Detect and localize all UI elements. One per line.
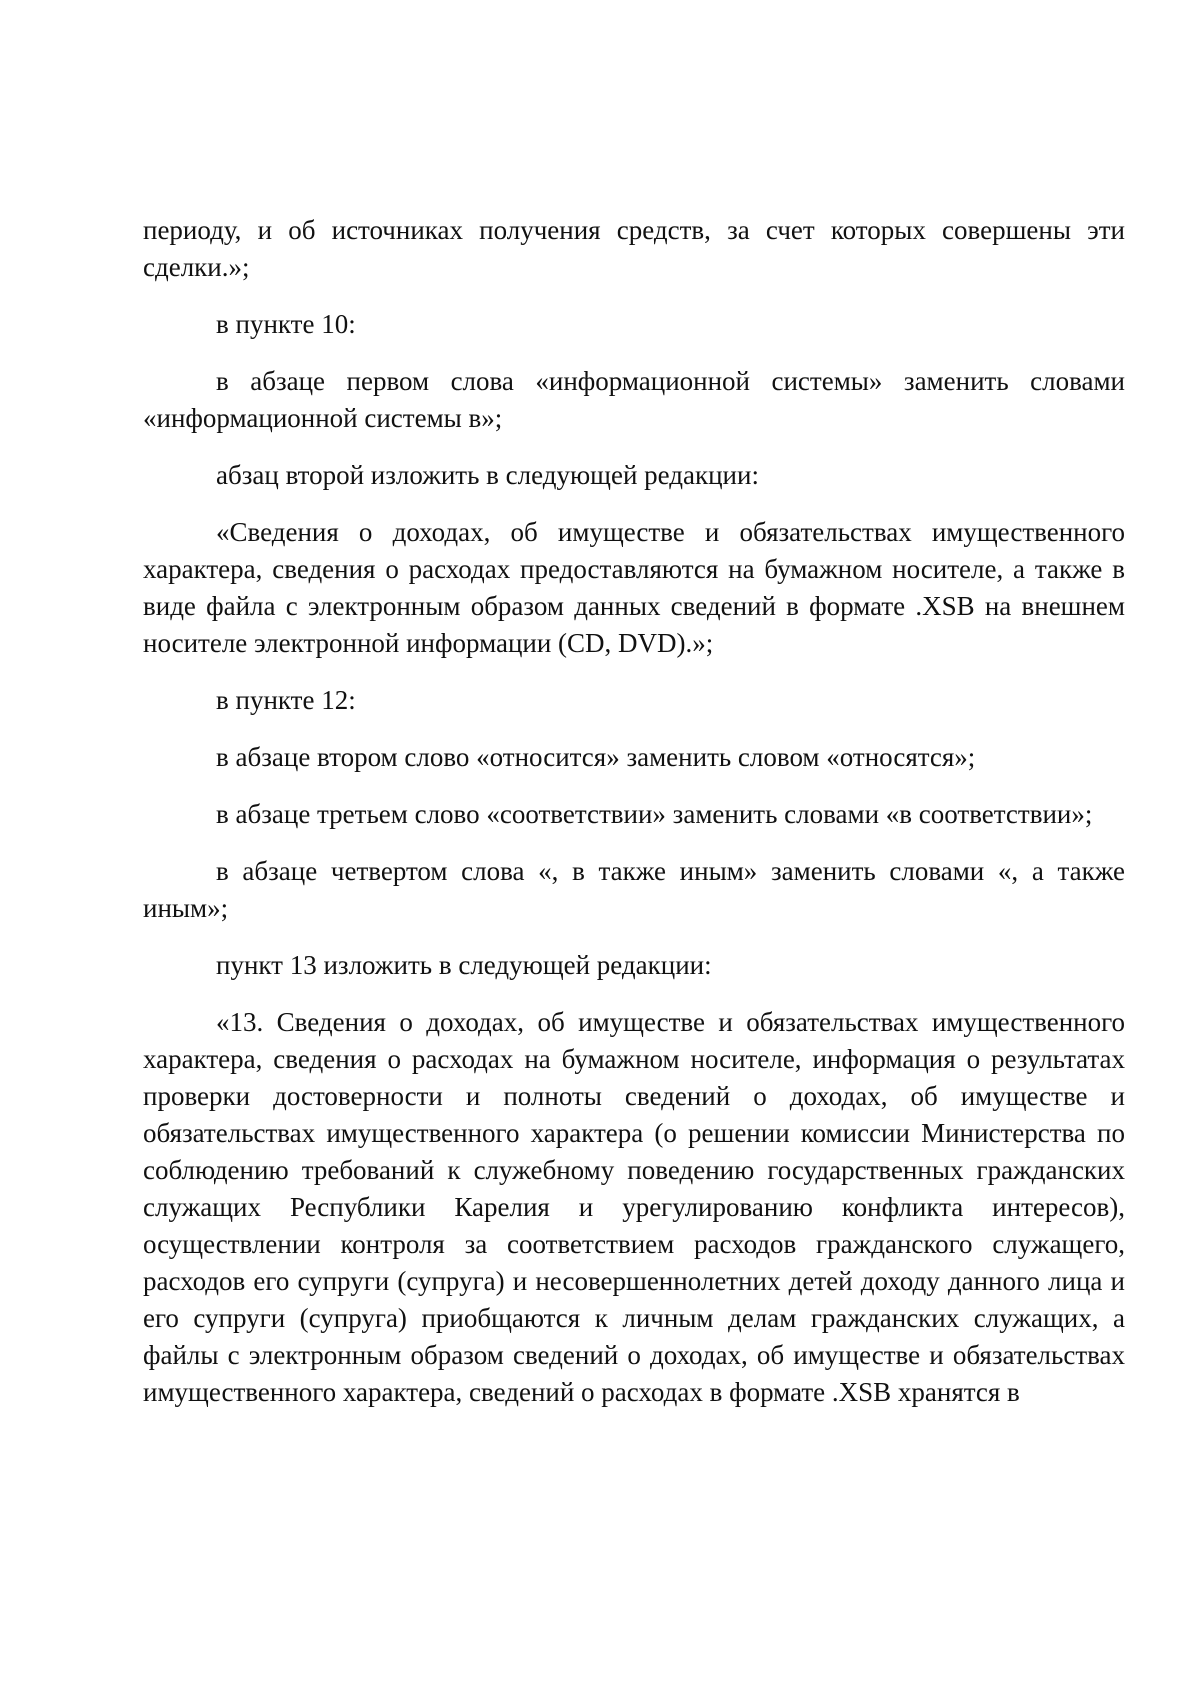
paragraph-item-10-second-abzac: абзац второй изложить в следующей редакции: [216, 460, 759, 490]
paragraph-item-13-heading: пункт 13 изложить в следующей редакции: [216, 950, 712, 980]
paragraph-item-10-heading: в пункте 10: [216, 309, 356, 339]
paragraph-item-12-second-abzac: в абзаце втором слово «относится» заменить словом «относятся»; [216, 742, 976, 772]
document-body [143, 212, 1125, 1411]
paragraph-continuation: периоду, и об источниках получения средств, за счет которых совершены эти сделки.»; [143, 215, 1125, 282]
paragraph-item-12-heading: в пункте 12: [216, 685, 356, 715]
paragraph-item-10-first-abzac: в абзаце первом слова «информационной системы» заменить словами «информационной системы в»; [143, 366, 1125, 433]
paragraph-item-12-fourth-abzac: в абзаце четвертом слова «, в также иным» заменить словами «, а также иным»; [143, 856, 1125, 923]
paragraph-quoted-svedeniya: «Сведения о доходах, об имуществе и обязательствах имущественного характера, сведения о расходах предоставляются на бумажном носителе, а также в виде файла с электронным образом данных сведений в формате .XSB на внешнем носителе электронной информации (CD, DVD).»; [143, 517, 1125, 658]
paragraph-item-13-text: «13. Сведения о доходах, об имуществе и обязательствах имущественного характера, сведения о расходах на бумажном носителе, информация о результатах проверки достоверности и полноты сведений о доходах, об имуществе и обязательствах имущественного характера (о решении комиссии Министерства по соблюдению требований к служебному поведению государственных гражданских служащих Республики Карелия и урегулированию конфликта интересов), осуществлении контроля за соответствием расходов гражданского служащего, расходов его супруги (супруга) и несовершеннолетних детей доходу данного лица и его супруги (супруга) приобщаются к личным делам гражданских служащих, а файлы с электронным образом сведений о доходах, об имуществе и обязательствах имущественного характера, сведений о расходах в формате .XSB хранятся в [143, 1007, 1125, 1407]
paragraph-item-12-third-abzac: в абзаце третьем слово «соответствии» заменить словами «в соответствии»; [216, 799, 1093, 829]
